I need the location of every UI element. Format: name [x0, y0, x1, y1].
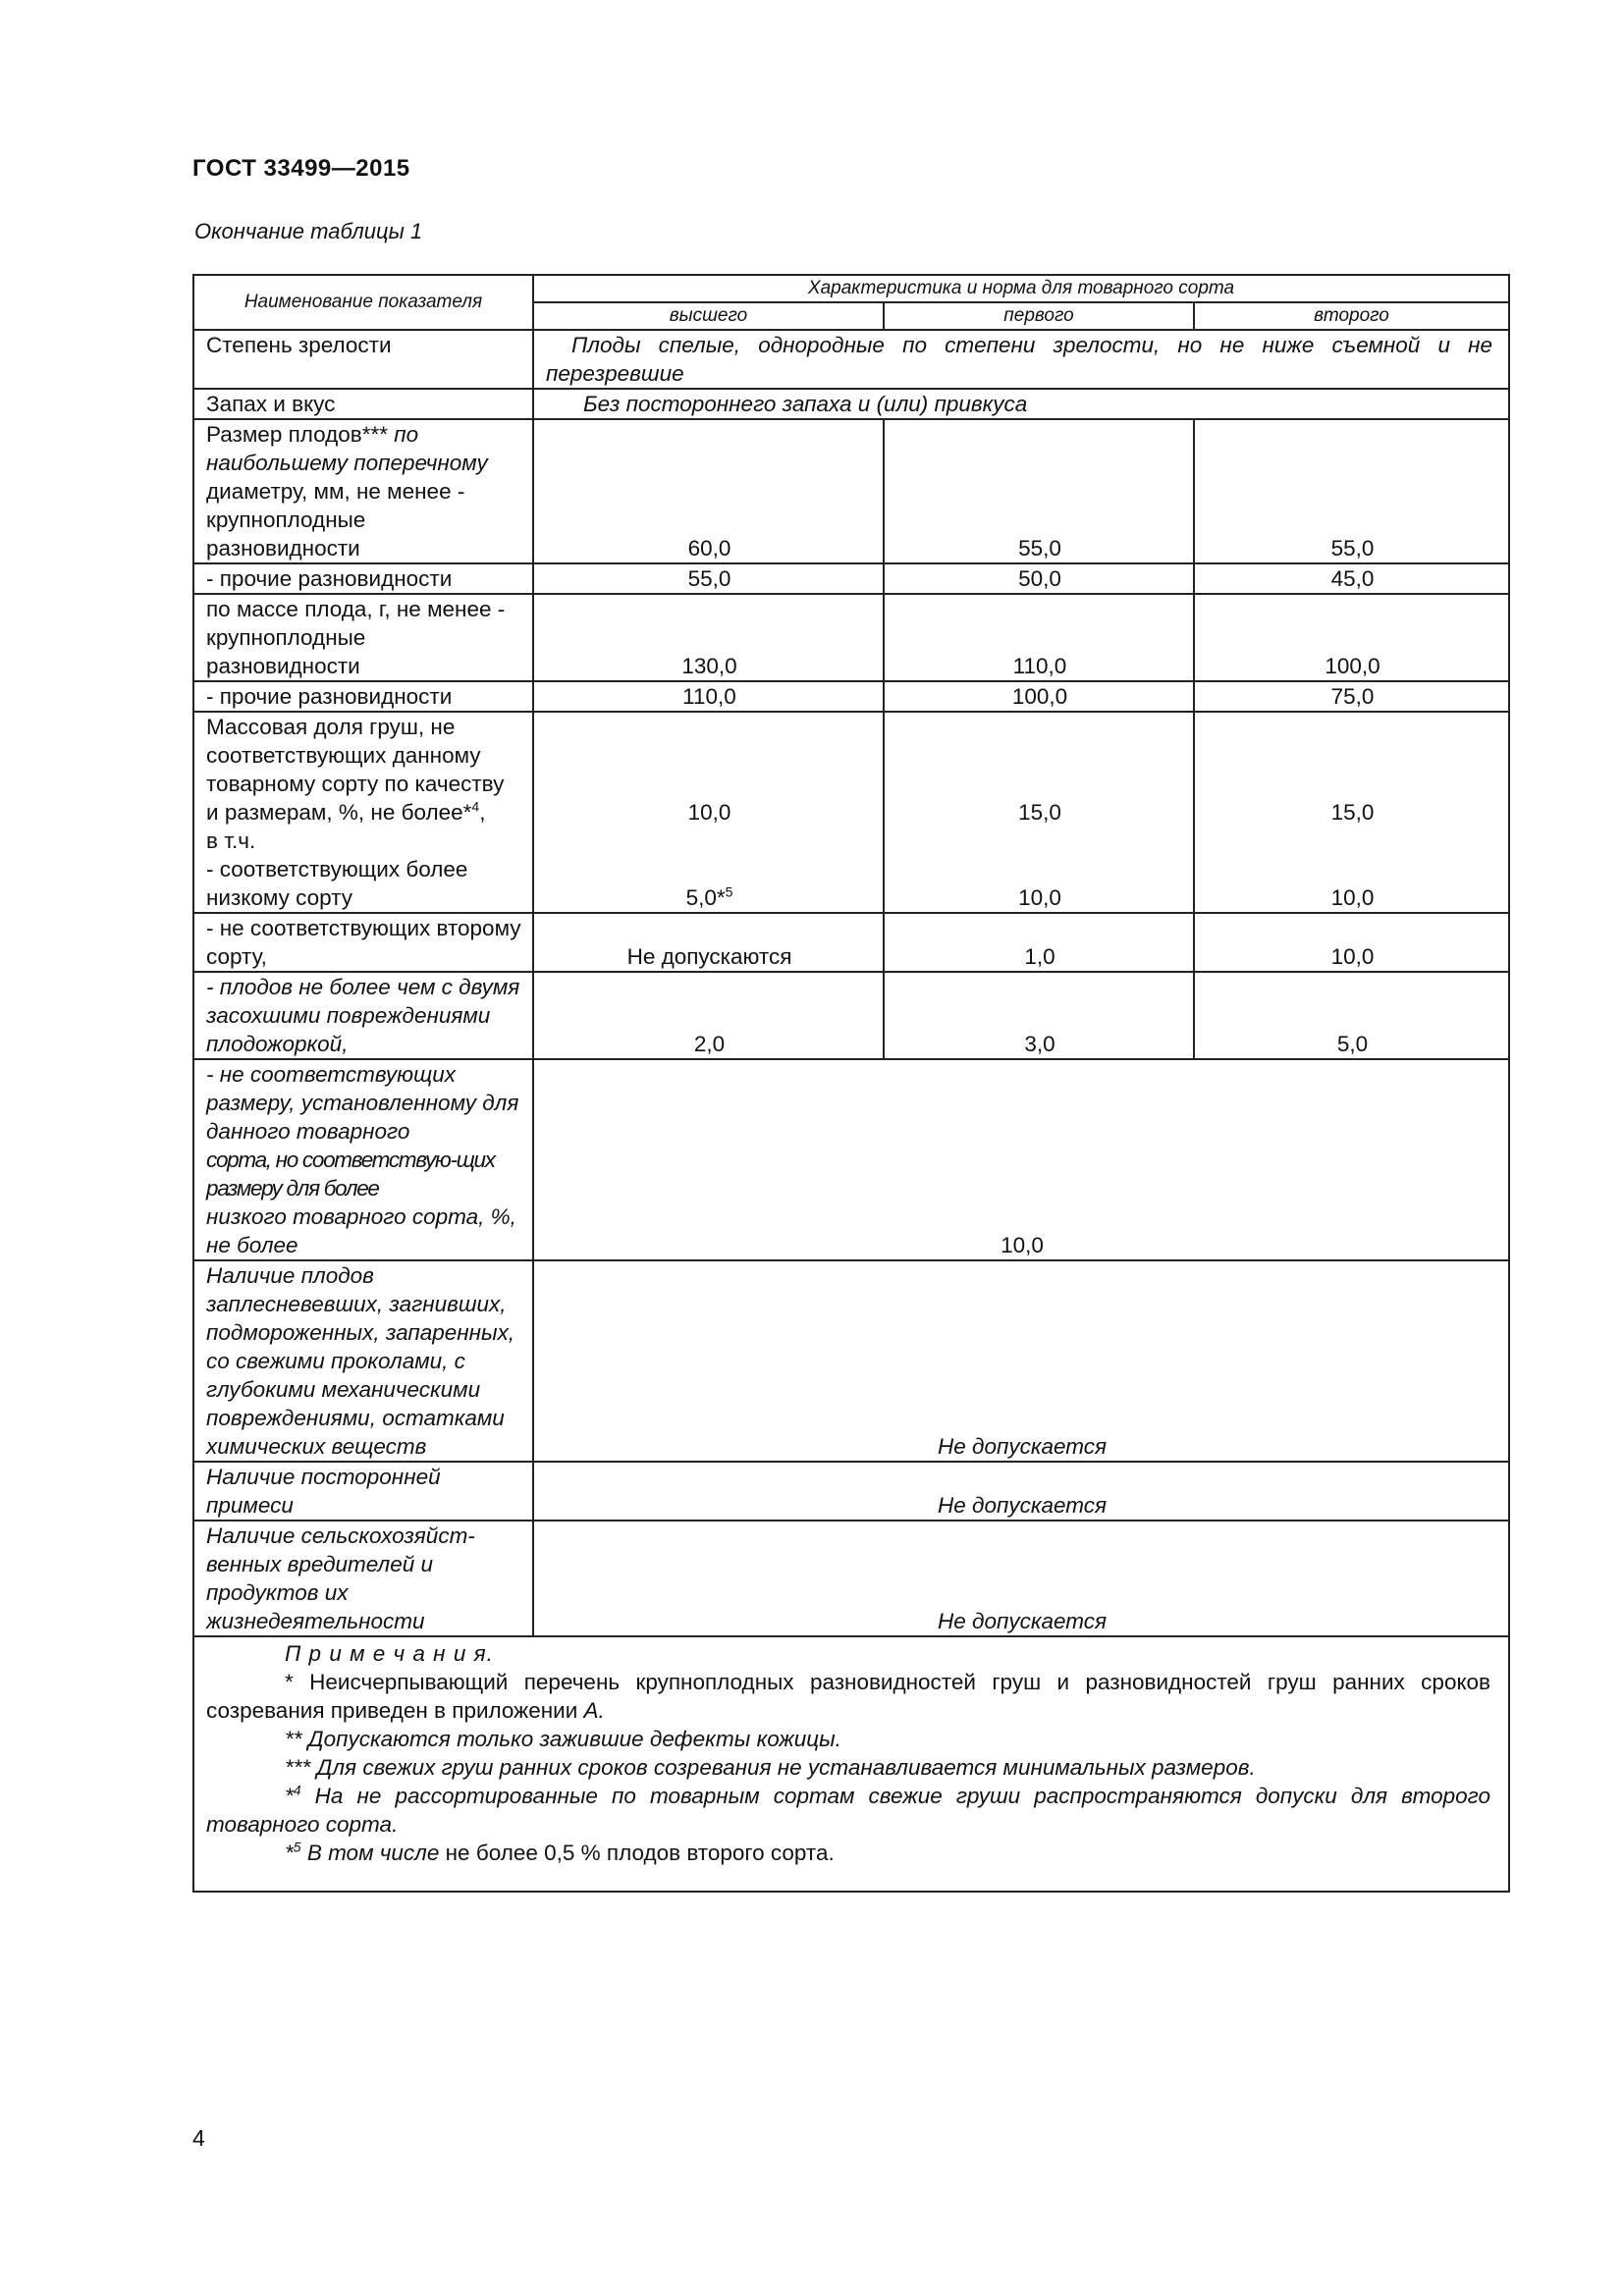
- name-part: низкого товарного сорта, %, не более: [206, 1204, 516, 1257]
- note-text: не более 0,5 % плодов второго сорта.: [439, 1841, 835, 1865]
- footnote-mark: 4: [471, 798, 480, 815]
- note-4: *$^4$ На не рассортированные по товарным сортам свежие груши распространяются допуски для второго товарного сорта.: [206, 1782, 1491, 1837]
- cell-value: Не допускается: [533, 1260, 1509, 1462]
- note-5: *$^5$ В том числе не более 0,5 % плодов второго сорта.: [285, 1839, 835, 1865]
- row-size-mismatch: [193, 1059, 1509, 1260]
- cell-second: 100,0: [1194, 594, 1509, 681]
- cell-second: 45,0: [1194, 563, 1509, 594]
- row-smell-taste: [193, 389, 1509, 419]
- name-part-italic: по наибольшему поперечному: [206, 422, 488, 475]
- cell-first: 55,0: [884, 419, 1194, 563]
- header-grade-first: первого: [884, 302, 1194, 330]
- note-text-italic: А.: [583, 1698, 605, 1723]
- cell-highest: Не допускаются: [533, 913, 884, 972]
- cell-name: - прочие разновидности: [193, 681, 533, 712]
- cell-first: 1,0: [884, 913, 1194, 972]
- cell-value: Не допускается: [533, 1462, 1509, 1521]
- cell-second: 10,0: [1194, 913, 1509, 972]
- cell-name: [193, 1059, 533, 1260]
- row-mass-other: [193, 681, 1509, 712]
- row-size-large: [193, 419, 1509, 563]
- note-text-italic: В том числе: [300, 1841, 440, 1865]
- header-grade-group: Характеристика и норма для товарного сорта: [533, 275, 1509, 302]
- cell-name: Наличие плодов заплесневевших, загнивших, подмороженных, запаренных, со свежими проколами, с глубокими механическими повреждениями, остатками химических веществ: [193, 1260, 533, 1462]
- cell-name: по массе плода, г, не менее - крупноплодные разновидности: [193, 594, 533, 681]
- header-grade-highest: высшего: [533, 302, 884, 330]
- row-moldy: [193, 1260, 1509, 1462]
- value-lower: [546, 883, 873, 912]
- cell-name: [193, 712, 533, 913]
- row-dry-damage: [193, 972, 1509, 1059]
- row-not-second-grade: [193, 913, 1509, 972]
- cell-highest: 60,0: [533, 419, 884, 563]
- cell-highest: 130,0: [533, 594, 884, 681]
- header-grade-second: второго: [1194, 302, 1509, 330]
- name-part: ,: [479, 800, 486, 825]
- table-continuation-caption: Окончание таблицы 1: [194, 219, 423, 243]
- cell-highest: 2,0: [533, 972, 884, 1059]
- value-main: 15,0: [1330, 800, 1375, 825]
- cell-highest: 55,0: [533, 563, 884, 594]
- row-ripeness: [193, 330, 1509, 389]
- row-pests: [193, 1521, 1509, 1636]
- cell-value: Без постороннего запаха и (или) привкуса: [533, 389, 1509, 419]
- cell-highest: [533, 712, 884, 913]
- row-nonconforming-share: [193, 712, 1509, 913]
- notes: [193, 1636, 1509, 1892]
- row-notes: [193, 1636, 1509, 1892]
- cell-second: [1194, 712, 1509, 913]
- cell-first: 3,0: [884, 972, 1194, 1059]
- cell-name: - не соответствующих второму сорту,: [193, 913, 533, 972]
- name-part: - не соответствующих размеру, установленному для данного товарного: [206, 1062, 519, 1144]
- footnote-mark: 4: [293, 1782, 301, 1798]
- cell-second: 5,0: [1194, 972, 1509, 1059]
- cell-name: Наличие посторонней примеси: [193, 1462, 533, 1521]
- cell-first: 110,0: [884, 594, 1194, 681]
- name-part: диаметру, мм, не менее - крупноплодные разновидности: [206, 479, 465, 561]
- note-3: *** Для свежих груш ранних сроков созревания не устанавливается минимальных размеров.: [285, 1755, 1256, 1780]
- row-foreign-matter: [193, 1462, 1509, 1521]
- cell-value: Плоды спелые, однородные по степени зрелости, но не ниже съемной и не перезревшие: [533, 330, 1509, 389]
- quality-table: [192, 274, 1510, 1893]
- cell-first: [884, 712, 1194, 913]
- notes-title: П р и м е ч а н и я.: [285, 1641, 494, 1666]
- header-indicator-name: Наименование показателя: [193, 275, 533, 330]
- cell-value: 10,0: [533, 1059, 1509, 1260]
- note-1: [206, 1668, 1490, 1725]
- value-lower: 10,0: [1330, 885, 1375, 910]
- name-lower-grade: - соответствующих более низкому сорту: [206, 857, 468, 910]
- standard-code: ГОСТ 33499—2015: [192, 155, 410, 182]
- value-main: 10,0: [687, 800, 731, 825]
- name-part: Массовая доля груш, не соответствующих данному товарному сорту по качеству и размерам, %, не более*: [206, 715, 505, 825]
- cell-name: Запах и вкус: [193, 389, 533, 419]
- footnote-mark: 5: [293, 1839, 301, 1855]
- cell-name: Степень зрелости: [193, 330, 533, 389]
- cell-second: 55,0: [1194, 419, 1509, 563]
- cell-highest: 110,0: [533, 681, 884, 712]
- note-text: На не рассортированные по товарным сортам свежие груши распространяются допуски для второго товарного сорта.: [206, 1784, 1491, 1837]
- name-part-condensed: сорта, но соответствую-щих размеру для более: [206, 1148, 495, 1201]
- cell-name: - плодов не более чем с двумя засохшими повреждениями плодожоркой,: [193, 972, 533, 1059]
- cell-second: 75,0: [1194, 681, 1509, 712]
- page-number: 4: [192, 2125, 205, 2151]
- row-mass-large: [193, 594, 1509, 681]
- row-size-other: [193, 563, 1509, 594]
- note-text: * Неисчерпывающий перечень крупноплодных разновидностей груш и разновидностей груш ранних сроков созревания приведен в приложении: [206, 1670, 1491, 1723]
- note-2: ** Допускаются только зажившие дефекты кожицы.: [285, 1727, 841, 1751]
- name-part: Размер плодов***: [206, 422, 395, 447]
- value-lower: 10,0: [1018, 885, 1061, 910]
- footnote-mark: 5: [725, 883, 733, 900]
- cell-name: [193, 419, 533, 563]
- cell-value: Не допускается: [533, 1521, 1509, 1636]
- cell-name: Наличие сельскохозяйст-венных вредителей и продуктов их жизнедеятельности: [193, 1521, 533, 1636]
- cell-name: - прочие разновидности: [193, 563, 533, 594]
- value-lower-text: 5,0*: [685, 885, 726, 910]
- value-main: 15,0: [1018, 800, 1061, 825]
- name-incl: в т.ч.: [206, 828, 256, 853]
- cell-first: 100,0: [884, 681, 1194, 712]
- cell-first: 50,0: [884, 563, 1194, 594]
